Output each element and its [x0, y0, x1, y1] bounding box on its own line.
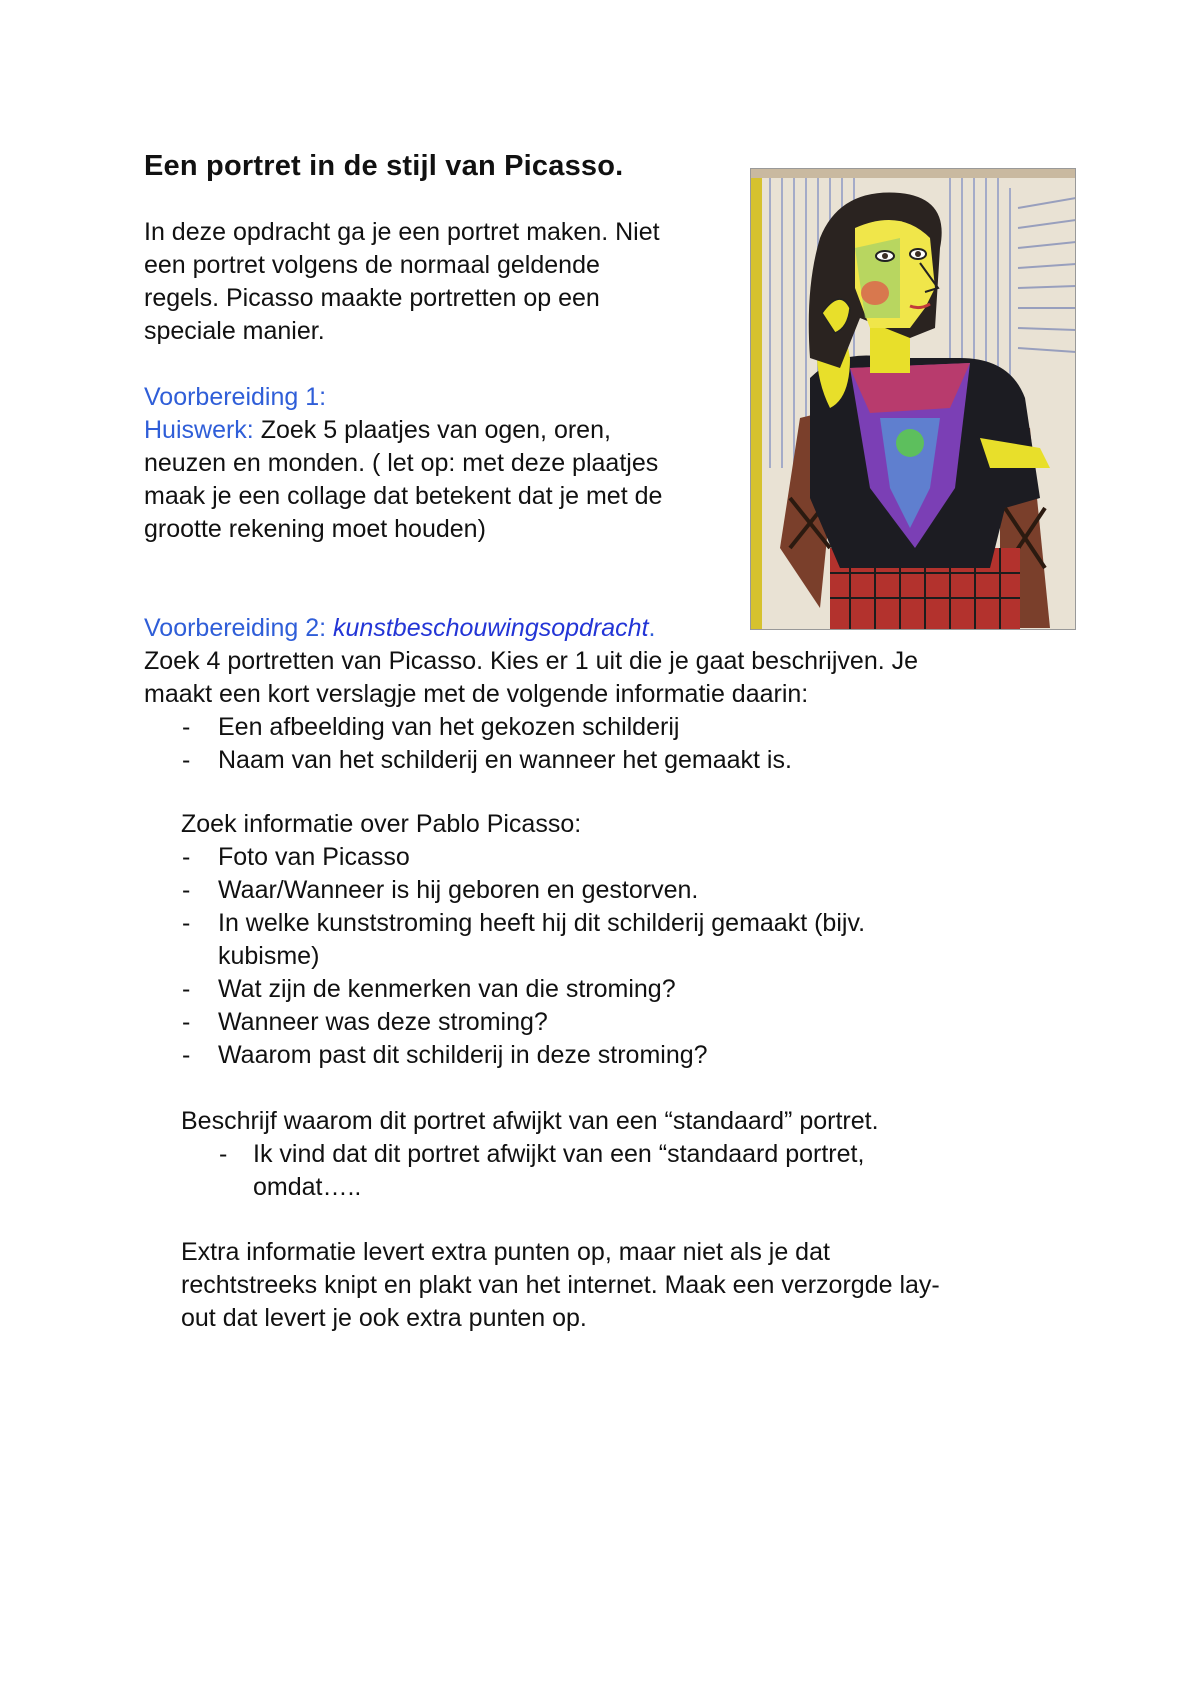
- list-item: [144, 744, 1094, 777]
- list-item-text: Wat zijn de kenmerken van die stroming?: [218, 975, 676, 1003]
- homework-line: [144, 414, 754, 447]
- bullet-dash: -: [182, 975, 191, 1003]
- extra-info-paragraph: [181, 1236, 1081, 1335]
- preparation-2-heading-label: Voorbereiding 2:: [144, 614, 334, 642]
- bullet-dash: -: [182, 1008, 191, 1036]
- list-item-text: Naam van het schilderij en wanneer het gemaakt is.: [218, 746, 792, 774]
- list-item: [181, 907, 1081, 973]
- list-item: [181, 841, 1081, 874]
- bullet-dash: -: [182, 713, 191, 741]
- bullet-dash: -: [182, 909, 191, 937]
- bullet-dash: -: [182, 876, 191, 904]
- list-item: [181, 1006, 1081, 1039]
- describe-sub-line: omdat…..: [253, 1173, 362, 1201]
- describe-sub-line: Ik vind dat dit portret afwijkt van een “standaard portret,: [253, 1140, 865, 1168]
- intro-line: speciale manier.: [144, 317, 325, 345]
- picasso-info-list: [181, 841, 1081, 1072]
- picasso-info-section: [181, 808, 1081, 1072]
- page-title: Een portret in de stijl van Picasso.: [144, 150, 624, 182]
- extra-info-line: Extra informatie levert extra punten op, maar niet als je dat: [181, 1238, 830, 1266]
- preparation-2-heading-end: .: [648, 614, 656, 642]
- intro-line: In deze opdracht ga je een portret maken. Niet: [144, 218, 660, 246]
- list-item: [181, 973, 1081, 1006]
- list-item-text-continuation: kubisme): [218, 942, 320, 970]
- describe-text: Beschrijf waarom dit portret afwijkt van een “standaard” portret.: [181, 1107, 879, 1135]
- extra-info-line: rechtstreeks knipt en plakt van het internet. Maak een verzorgde lay-: [181, 1271, 940, 1299]
- preparation-2-line: Zoek 4 portretten van Picasso. Kies er 1 uit die je gaat beschrijven. Je: [144, 647, 919, 675]
- preparation-1-heading: Voorbereiding 1:: [144, 383, 327, 411]
- picasso-portrait-image: [750, 168, 1076, 630]
- homework-text: Zoek 5 plaatjes van ogen, oren,: [253, 416, 611, 444]
- list-item-text: Een afbeelding van het gekozen schilderij: [218, 713, 680, 741]
- preparation-2-section: [144, 612, 1094, 777]
- bullet-dash: -: [219, 1140, 228, 1168]
- preparation-2-list: [144, 711, 1094, 777]
- list-item: [181, 1039, 1081, 1072]
- picasso-info-heading: Zoek informatie over Pablo Picasso:: [181, 810, 582, 838]
- describe-sub-item: [181, 1138, 1081, 1204]
- bullet-dash: -: [182, 843, 191, 871]
- list-item-text: Waarom past dit schilderij in deze stroming?: [218, 1041, 708, 1069]
- homework-label: Huiswerk:: [144, 416, 254, 444]
- intro-line: een portret volgens de normaal geldende: [144, 251, 600, 279]
- preparation-1-section: [144, 381, 754, 546]
- preparation-2-heading-italic: kunstbeschouwingsopdracht: [333, 614, 649, 642]
- bullet-dash: -: [182, 746, 191, 774]
- list-item-text: Foto van Picasso: [218, 843, 410, 871]
- list-item-text: Waar/Wanneer is hij geboren en gestorven.: [218, 876, 699, 904]
- intro-paragraph: [144, 216, 744, 348]
- list-item-text: In welke kunststroming heeft hij dit schilderij gemaakt (bijv.: [218, 909, 866, 937]
- list-item: [181, 874, 1081, 907]
- intro-line: regels. Picasso maakte portretten op een: [144, 284, 600, 312]
- list-item: [144, 711, 1094, 744]
- homework-line: neuzen en monden. ( let op: met deze plaatjes: [144, 449, 659, 477]
- bullet-dash: -: [182, 1041, 191, 1069]
- list-item-text: Wanneer was deze stroming?: [218, 1008, 548, 1036]
- describe-section: [181, 1105, 1081, 1204]
- extra-info-line: out dat levert je ook extra punten op.: [181, 1304, 587, 1332]
- homework-line: maak je een collage dat betekent dat je met de: [144, 482, 663, 510]
- homework-line: grootte rekening moet houden): [144, 515, 486, 543]
- preparation-2-line: maakt een kort verslagje met de volgende informatie daarin:: [144, 680, 809, 708]
